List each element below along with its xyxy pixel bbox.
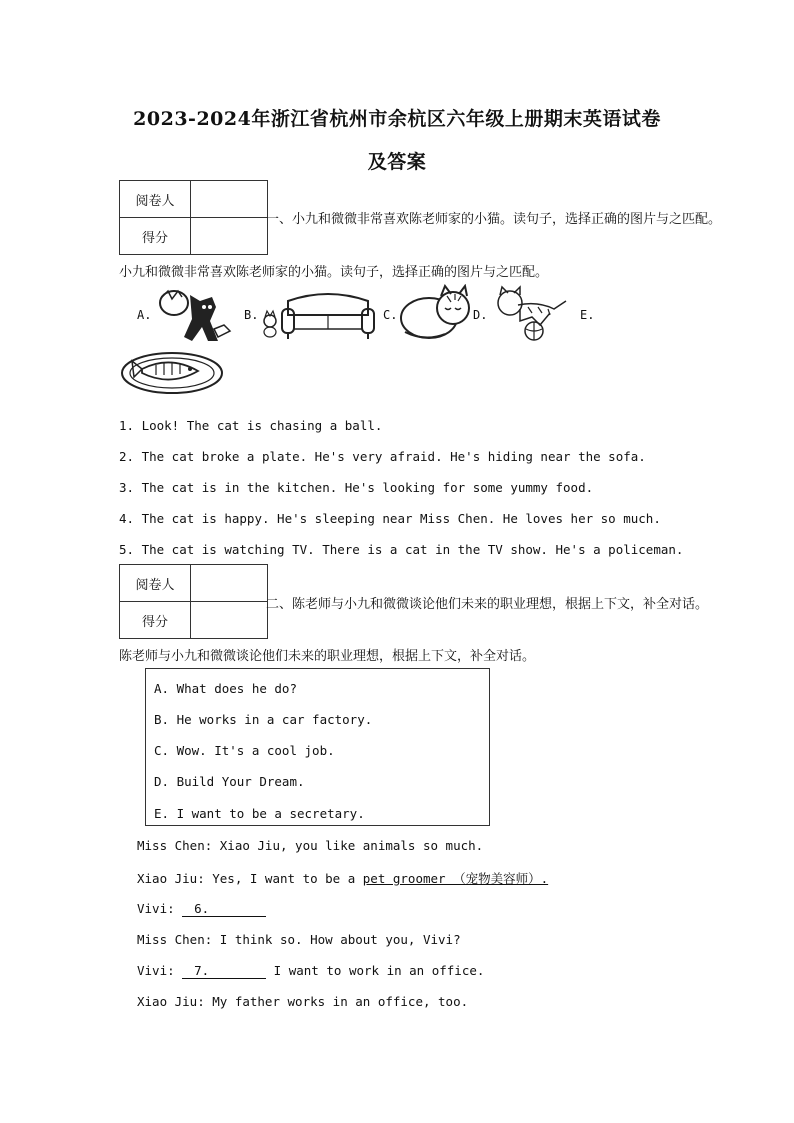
fish-plate-picture [120, 349, 224, 397]
section2-instruction: 陈老师与小九和微微谈论他们未来的职业理想，根据上下文，补全对话。 [119, 649, 536, 664]
option-e: E. I want to be a secretary. [154, 806, 365, 821]
reviewer-label: 阅卷人 [120, 181, 191, 218]
picture-label-d: D. [473, 308, 488, 322]
dialogue-line-5 [137, 963, 484, 979]
reviewer-label: 阅卷人 [120, 565, 191, 602]
cat-broken-plate-picture [152, 285, 236, 343]
picture-label-e: E. [580, 308, 595, 322]
speaker-vivi-2: Vivi: [137, 963, 183, 978]
score-label: 得分 [120, 602, 191, 639]
sentence-5: 5. The cat is watching TV. There is a cat in the TV show. He's a policeman. [119, 542, 684, 557]
page-title-line2: 及答案 [367, 151, 427, 173]
sentence-3: 3. The cat is in the kitchen. He's looking for some yummy food. [119, 480, 594, 495]
dialogue-line-4: Miss Chen: I think so. How about you, Vivi? [137, 932, 461, 947]
section1-instruction: 小九和微微非常喜欢陈老师家的小猫。读句子，选择正确的图片与之匹配。 [119, 265, 549, 280]
reviewer-cell[interactable] [191, 181, 268, 218]
cat-sleeping-picture [397, 284, 475, 344]
dialogue-line-2-prefix: Xiao Jiu: Yes, I want to be a [137, 871, 363, 886]
option-c: C. Wow. It's a cool job. [154, 743, 335, 758]
option-b: B. He works in a car factory. [154, 712, 373, 727]
option-d: D. Build Your Dream. [154, 774, 305, 789]
dialogue-line-5-suffix: I want to work in an office. [266, 963, 485, 978]
section1-heading: 一、小九和微微非常喜欢陈老师家的小猫。读句子，选择正确的图片与之匹配。 [266, 212, 722, 227]
dialogue-line-1: Miss Chen: Xiao Jiu, you like animals so much. [137, 838, 484, 853]
score-table-2 [119, 564, 268, 639]
picture-label-b: B. [244, 308, 259, 322]
sentence-4: 4. The cat is happy. He's sleeping near Miss Chen. He loves her so much. [119, 511, 661, 526]
answer-blank-7[interactable]: 7. [182, 963, 266, 979]
reviewer-cell[interactable] [191, 565, 268, 602]
section2-heading: 二、陈老师与小九和微微谈论他们未来的职业理想，根据上下文，补全对话。 [266, 597, 709, 612]
cat-chasing-ball-picture [488, 285, 570, 343]
speaker-vivi: Vivi: [137, 901, 183, 916]
sentence-2: 2. The cat broke a plate. He's very afraid. He's hiding near the sofa. [119, 449, 646, 464]
answer-blank-6[interactable]: 6. [182, 901, 266, 917]
dialogue-line-6: Xiao Jiu: My father works in an office, too. [137, 994, 469, 1009]
sentence-1: 1. Look! The cat is chasing a ball. [119, 418, 383, 433]
score-cell[interactable] [191, 602, 268, 639]
pet-groomer-underlined: pet groomer （宠物美容师）. [362, 871, 549, 886]
score-table-1 [119, 180, 268, 255]
options-box [145, 668, 490, 826]
picture-label-a: A. [137, 308, 152, 322]
cat-near-sofa-picture [258, 287, 378, 343]
page-title: 2023-2024年浙江省杭州市余杭区六年级上册期末英语试卷 [133, 108, 661, 130]
score-cell[interactable] [191, 218, 268, 255]
dialogue-line-3 [137, 901, 266, 917]
dialogue-line-2 [137, 869, 548, 887]
option-a: A. What does he do? [154, 681, 297, 696]
score-label: 得分 [120, 218, 191, 255]
picture-label-c: C. [383, 308, 398, 322]
